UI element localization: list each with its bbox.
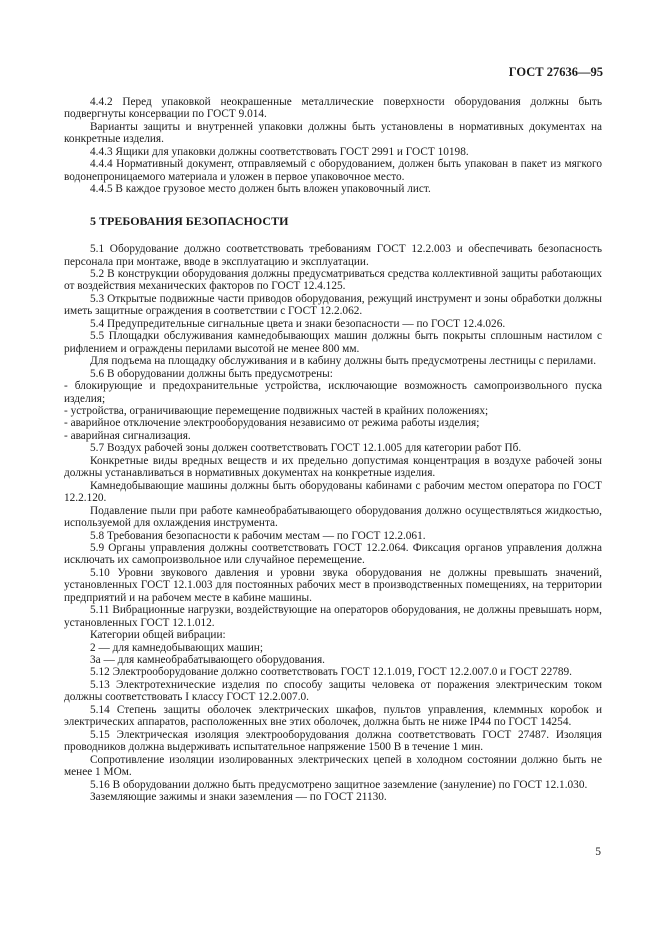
- document-header: ГОСТ 27636—95: [508, 65, 603, 79]
- paragraph: 5.7 Воздух рабочей зоны должен соответствовать ГОСТ 12.1.005 для категории работ Пб.: [90, 442, 522, 455]
- paragraph: 5.2 В конструкции оборудования должны предусматриваться средства коллективной защиты работающих от воздействия механических факторов по ГОСТ 12.4.125.: [64, 267, 602, 293]
- paragraph: 5.13 Электротехнические изделия по способу защиты человека от поражения электрическим током должны соответствовать I классу ГОСТ 12.2.007.0.: [64, 678, 602, 704]
- paragraph: 4.4.2 Перед упаковкой неокрашенные металлические поверхности оборудования должны быть подвергнуты консервации по ГОСТ 9.014.: [64, 96, 602, 121]
- paragraph: 5.3 Открытые подвижные части приводов оборудования, режущий инструмент и зоны обработки должны иметь защитные ограждения в соответствии с ГОСТ 12.2.062.: [64, 292, 602, 318]
- paragraph: 4.4.4 Нормативный документ, отправляемый с оборудованием, должен быть упакован в пакет из мягкого водонепроницаемого материала и уложен в первое упаковочное место.: [64, 158, 602, 183]
- paragraph: Камнедобывающие машины должны быть оборудованы кабинами с рабочим местом оператора по ГОСТ 12.2.120.: [64, 479, 602, 505]
- paragraph: Сопротивление изоляции изолированных электрических цепей в холодном состоянии должно быть не менее 1 МОм.: [64, 753, 602, 779]
- paragraph: Категории общей вибрации:: [90, 629, 226, 642]
- paragraph: 4.4.5 В каждое грузовое место должен быть вложен упаковочный лист.: [90, 183, 431, 196]
- page-number: 5: [595, 846, 601, 858]
- paragraph: Подавление пыли при работе камнеобрабатывающего оборудования должно осуществляться жидкостью, используемой для охлаждения инструмента.: [64, 504, 602, 530]
- paragraph: 2 — для камнедобывающих машин;: [90, 641, 263, 654]
- paragraph: 5.4 Предупредительные сигнальные цвета и знаки безопасности — по ГОСТ 12.4.026.: [90, 317, 506, 330]
- list-item: - аварийная сигнализация.: [64, 429, 191, 442]
- paragraph: 5.10 Уровни звукового давления и уровни звука оборудования не должны превышать значений, установленных ГОСТ 12.1.003 для постоянных рабочих мест в производственных помещениях, на территории предприятий и на рабочем месте в кабине машины.: [64, 566, 602, 604]
- section-title: 5 ТРЕБОВАНИЯ БЕЗОПАСНОСТИ: [90, 213, 289, 228]
- paragraph: Варианты защиты и внутренней упаковки должны быть установлены в нормативных документах на конкретные изделия.: [64, 120, 602, 146]
- paragraph: 5.15 Электрическая изоляция электрооборудования должна соответствовать ГОСТ 27487. Изоляция проводников должна выдерживать испытательное напряжение 1500 В в течение 1 мин.: [64, 728, 602, 754]
- paragraph: 5.11 Вибрационные нагрузки, воздействующие на операторов оборудования, не должны превышать норм, установленных ГОСТ 12.1.012.: [64, 604, 602, 629]
- paragraph: 5.5 Площадки обслуживания камнедобывающих машин должны быть покрыты сплошным настилом с рифлением и ограждены перилами высотой не менее 800 мм.: [64, 330, 602, 355]
- paragraph: 5.8 Требования безопасности к рабочим местам — по ГОСТ 12.2.061.: [90, 529, 426, 542]
- list-item: - аварийное отключение электрооборудования независимо от режима работы изделия;: [64, 417, 480, 430]
- paragraph: 5.12 Электрооборудование должно соответствовать ГОСТ 12.1.019, ГОСТ 12.2.007.0 и ГОСТ 22789.: [90, 666, 572, 679]
- paragraph: 3а — для камнеобрабатывающего оборудования.: [90, 654, 325, 667]
- paragraph: 5.14 Степень защиты оболочек электрических шкафов, пультов управления, клеммных коробок и электрических аппаратов, расположенных вне этих оболочек, должна быть не ниже IP44 по ГОСТ 14254.: [64, 703, 602, 729]
- paragraph: 5.6 В оборудовании должны быть предусмотрены:: [90, 367, 333, 380]
- paragraph: 5.9 Органы управления должны соответствовать ГОСТ 12.2.064. Фиксация органов управления должна исключать их самопроизвольное или случайное перемещение.: [64, 541, 602, 567]
- list-item: - блокирующие и предохранительные устройства, исключающие возможность самопроизвольного пуска изделия;: [64, 380, 602, 405]
- paragraph: Для подъема на площадку обслуживания и в кабину должны быть предусмотрены лестницы с перилами.: [90, 355, 597, 368]
- document-body: [64, 96, 602, 803]
- paragraph: Заземляющие зажимы и знаки заземления — по ГОСТ 21130.: [90, 791, 387, 804]
- paragraph: Конкретные виды вредных веществ и их предельно допустимая концентрация в воздухе рабочей зоны должны устанавливаться в нормативных документах на конкретные изделия.: [64, 454, 602, 480]
- paragraph: 5.1 Оборудование должно соответствовать требованиям ГОСТ 12.2.003 и обеспечивать безопасность персонала при монтаже, вводе в эксплуатацию и эксплуатации.: [64, 243, 602, 268]
- paragraph: 5.16 В оборудовании должно быть предусмотрено защитное заземление (зануление) по ГОСТ 12.1.030.: [90, 778, 588, 791]
- paragraph: 4.4.3 Ящики для упаковки должны соответствовать ГОСТ 2991 и ГОСТ 10198.: [90, 145, 469, 158]
- list-item: - устройства, ограничивающие перемещение подвижных частей в крайних положениях;: [64, 404, 489, 417]
